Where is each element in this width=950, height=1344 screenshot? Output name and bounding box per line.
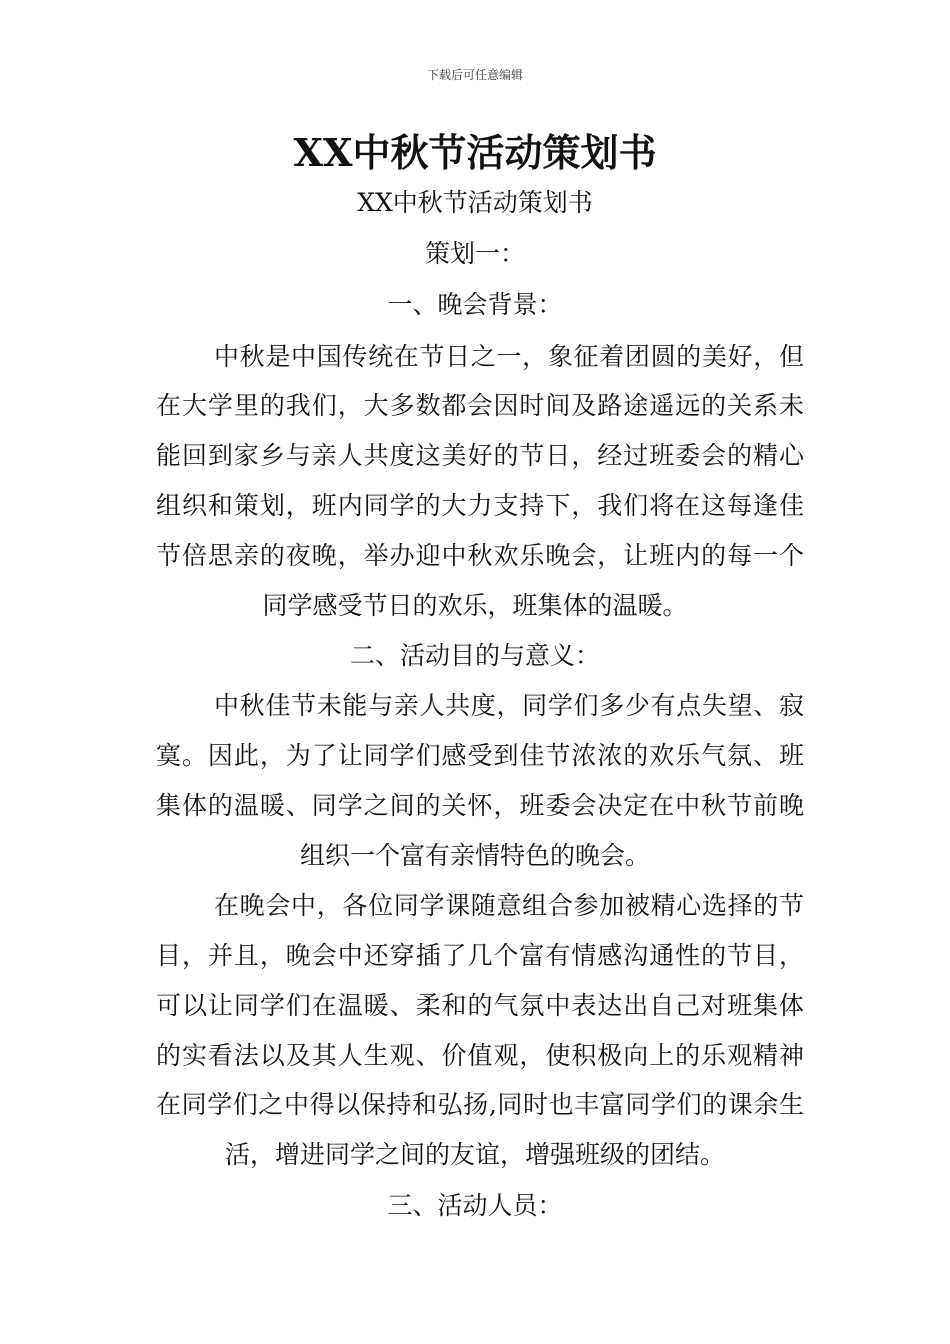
paragraph-line: 在晚会中，各位同学课随意组合参加被精心选择的节 [214, 891, 804, 920]
document-subtitle: XX中秋节活动策划书 [357, 188, 593, 217]
paragraph-line: 中秋是中国传统在节日之一，象征着团圆的美好，但 [214, 342, 804, 371]
paragraph-line: 组织一个富有亲情特色的晚会。 [299, 841, 650, 870]
paragraph-line: 在大学里的我们，大多数都会因时间及路途遥远的关系未 [156, 391, 804, 420]
paragraph-line: 寞。因此，为了让同学们感受到佳节浓浓的欢乐气氛、班 [156, 741, 804, 770]
paragraph-line: 目，并且，晚会中还穿插了几个富有情感沟通性的节目， [156, 941, 804, 970]
header-note: 下载后可任意编辑 [426, 68, 523, 82]
paragraph-line: 集体的温暖、同学之间的关怀，班委会决定在中秋节前晚 [156, 791, 804, 820]
section1-heading: 一、晚会背景： [387, 290, 563, 319]
section3-heading: 三、活动人员： [387, 1191, 563, 1220]
paragraph-line: 在同学们之中得以保持和弘扬,同时也丰富同学们的课余生 [156, 1090, 804, 1119]
paragraph-line: 能回到家乡与亲人共度这美好的节日，经过班委会的精心 [156, 441, 804, 470]
paragraph-line: 节倍思亲的夜晚，举办迎中秋欢乐晚会，让班内的每一个 [156, 541, 804, 570]
paragraph-line: 活，增进同学之间的友谊，增强班级的团结。 [224, 1140, 725, 1169]
paragraph-line: 可以让同学们在温暖、柔和的气氛中表达出自己对班集体 [156, 991, 804, 1020]
section2-heading: 二、活动目的与意义： [349, 641, 600, 670]
paragraph-line: 的实看法以及其人生观、价值观，使积极向上的乐观精神 [156, 1041, 804, 1070]
paragraph-line: 同学感受节日的欢乐，班集体的温暖。 [262, 591, 688, 620]
document-title: XX中秋节活动策划书 [293, 130, 657, 175]
plan-label: 策划一： [424, 239, 525, 268]
paragraph-line: 中秋佳节未能与亲人共度，同学们多少有点失望、寂 [214, 691, 804, 720]
paragraph-line: 组织和策划，班内同学的大力支持下，我们将在这每逢佳 [156, 491, 804, 520]
